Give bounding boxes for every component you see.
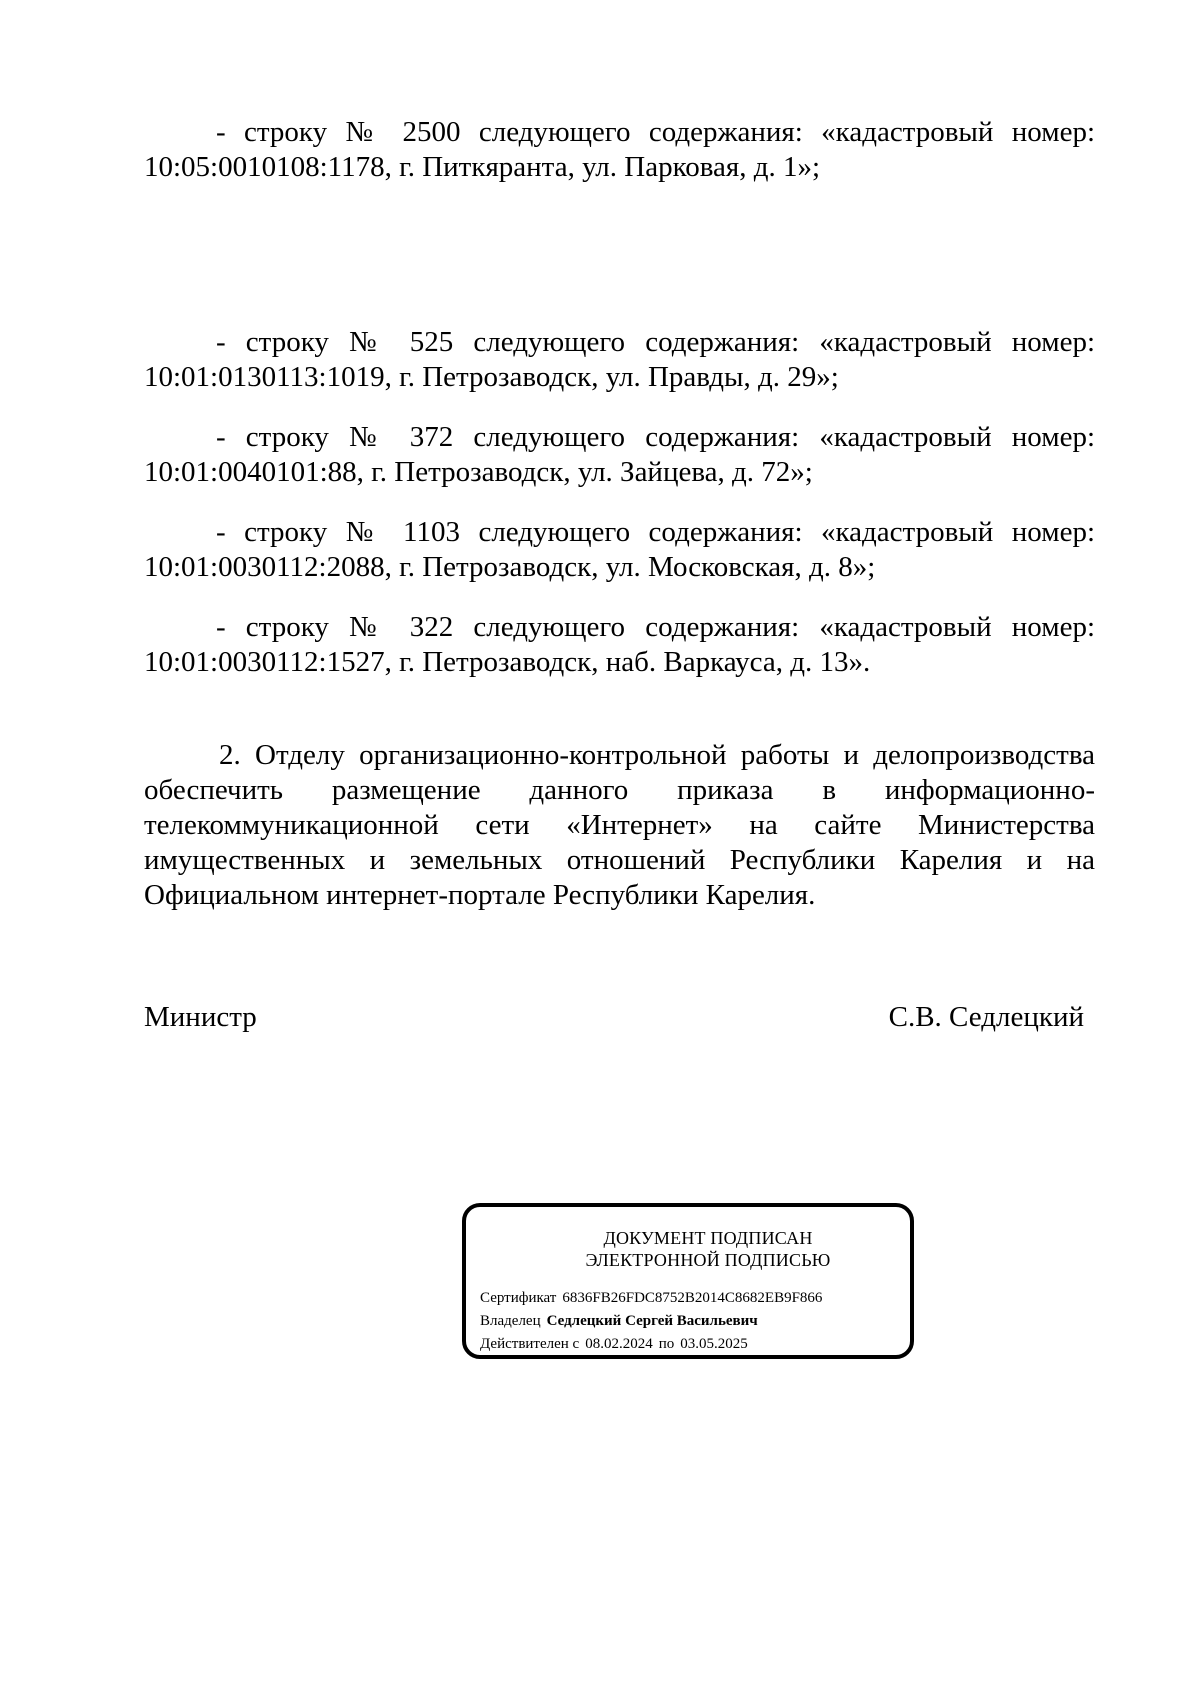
amendment-line-1: - строку № 1103 следующего содержания: «кадастровый номер: xyxy=(216,516,1095,548)
stamp-details xyxy=(480,1287,822,1356)
stamp-certificate-row xyxy=(480,1287,822,1310)
stamp-validity-row xyxy=(480,1333,822,1356)
amendment-item-322 xyxy=(144,610,1095,680)
amendment-line-2: 10:01:0030112:2088, г. Петрозаводск, ул. Московская, д. 8»; xyxy=(144,551,876,583)
certificate-label: Сертификат xyxy=(480,1290,557,1306)
validity-label: Действителен с xyxy=(480,1336,580,1352)
electronic-signature-stamp xyxy=(462,1203,914,1359)
amendment-line-1: - строку № 322 следующего содержания: «кадастровый номер: xyxy=(216,611,1095,643)
amendment-item-2500 xyxy=(144,115,1095,185)
signatory-name: С.В. Седлецкий xyxy=(888,1001,1084,1033)
amendment-line-2: 10:01:0030112:1527, г. Петрозаводск, наб. Варкауса, д. 13». xyxy=(144,646,871,678)
amendment-line-1: - строку № 372 следующего содержания: «кадастровый номер: xyxy=(216,421,1095,453)
section-2-paragraph: 2. Отделу организационно-контрольной работы и делопроизводства обеспечить размещение данного приказа в информационно-телекоммуникационной сети «Интернет» на сайте Министерства имущественных и земельных отношений Республики Карелия и на Официальном интернет-портале Республики Карелия. xyxy=(144,739,1095,911)
owner-label: Владелец xyxy=(480,1313,541,1329)
stamp-heading-line-1: ДОКУМЕНТ ПОДПИСАН xyxy=(603,1228,813,1248)
stamp-heading xyxy=(466,1227,910,1271)
amendment-line-2: 10:01:0130113:1019, г. Петрозаводск, ул. Правды, д. 29»; xyxy=(144,361,839,393)
valid-to-date: 03.05.2025 xyxy=(680,1336,748,1352)
stamp-owner-row xyxy=(480,1310,822,1333)
certificate-value: 6836FB26FDC8752B2014C8682EB9F866 xyxy=(562,1290,823,1306)
amendment-line-1: - строку № 525 следующего содержания: «кадастровый номер: xyxy=(216,326,1095,358)
signatory-title: Министр xyxy=(144,1001,257,1033)
amendment-item-525 xyxy=(144,325,1095,395)
amendment-item-372 xyxy=(144,420,1095,490)
amendment-line-1: - строку № 2500 следующего содержания: «кадастровый номер: xyxy=(216,116,1095,148)
owner-value: Седлецкий Сергей Васильевич xyxy=(546,1313,758,1329)
stamp-heading-line-2: ЭЛЕКТРОННОЙ ПОДПИСЬЮ xyxy=(585,1250,831,1270)
valid-from-date: 08.02.2024 xyxy=(585,1336,653,1352)
valid-to-label: по xyxy=(658,1336,675,1352)
amendment-item-1103 xyxy=(144,515,1095,585)
amendment-line-2: 10:01:0040101:88, г. Петрозаводск, ул. Зайцева, д. 72»; xyxy=(144,456,813,488)
amendment-line-2: 10:05:0010108:1178, г. Питкяранта, ул. Парковая, д. 1»; xyxy=(144,151,821,183)
